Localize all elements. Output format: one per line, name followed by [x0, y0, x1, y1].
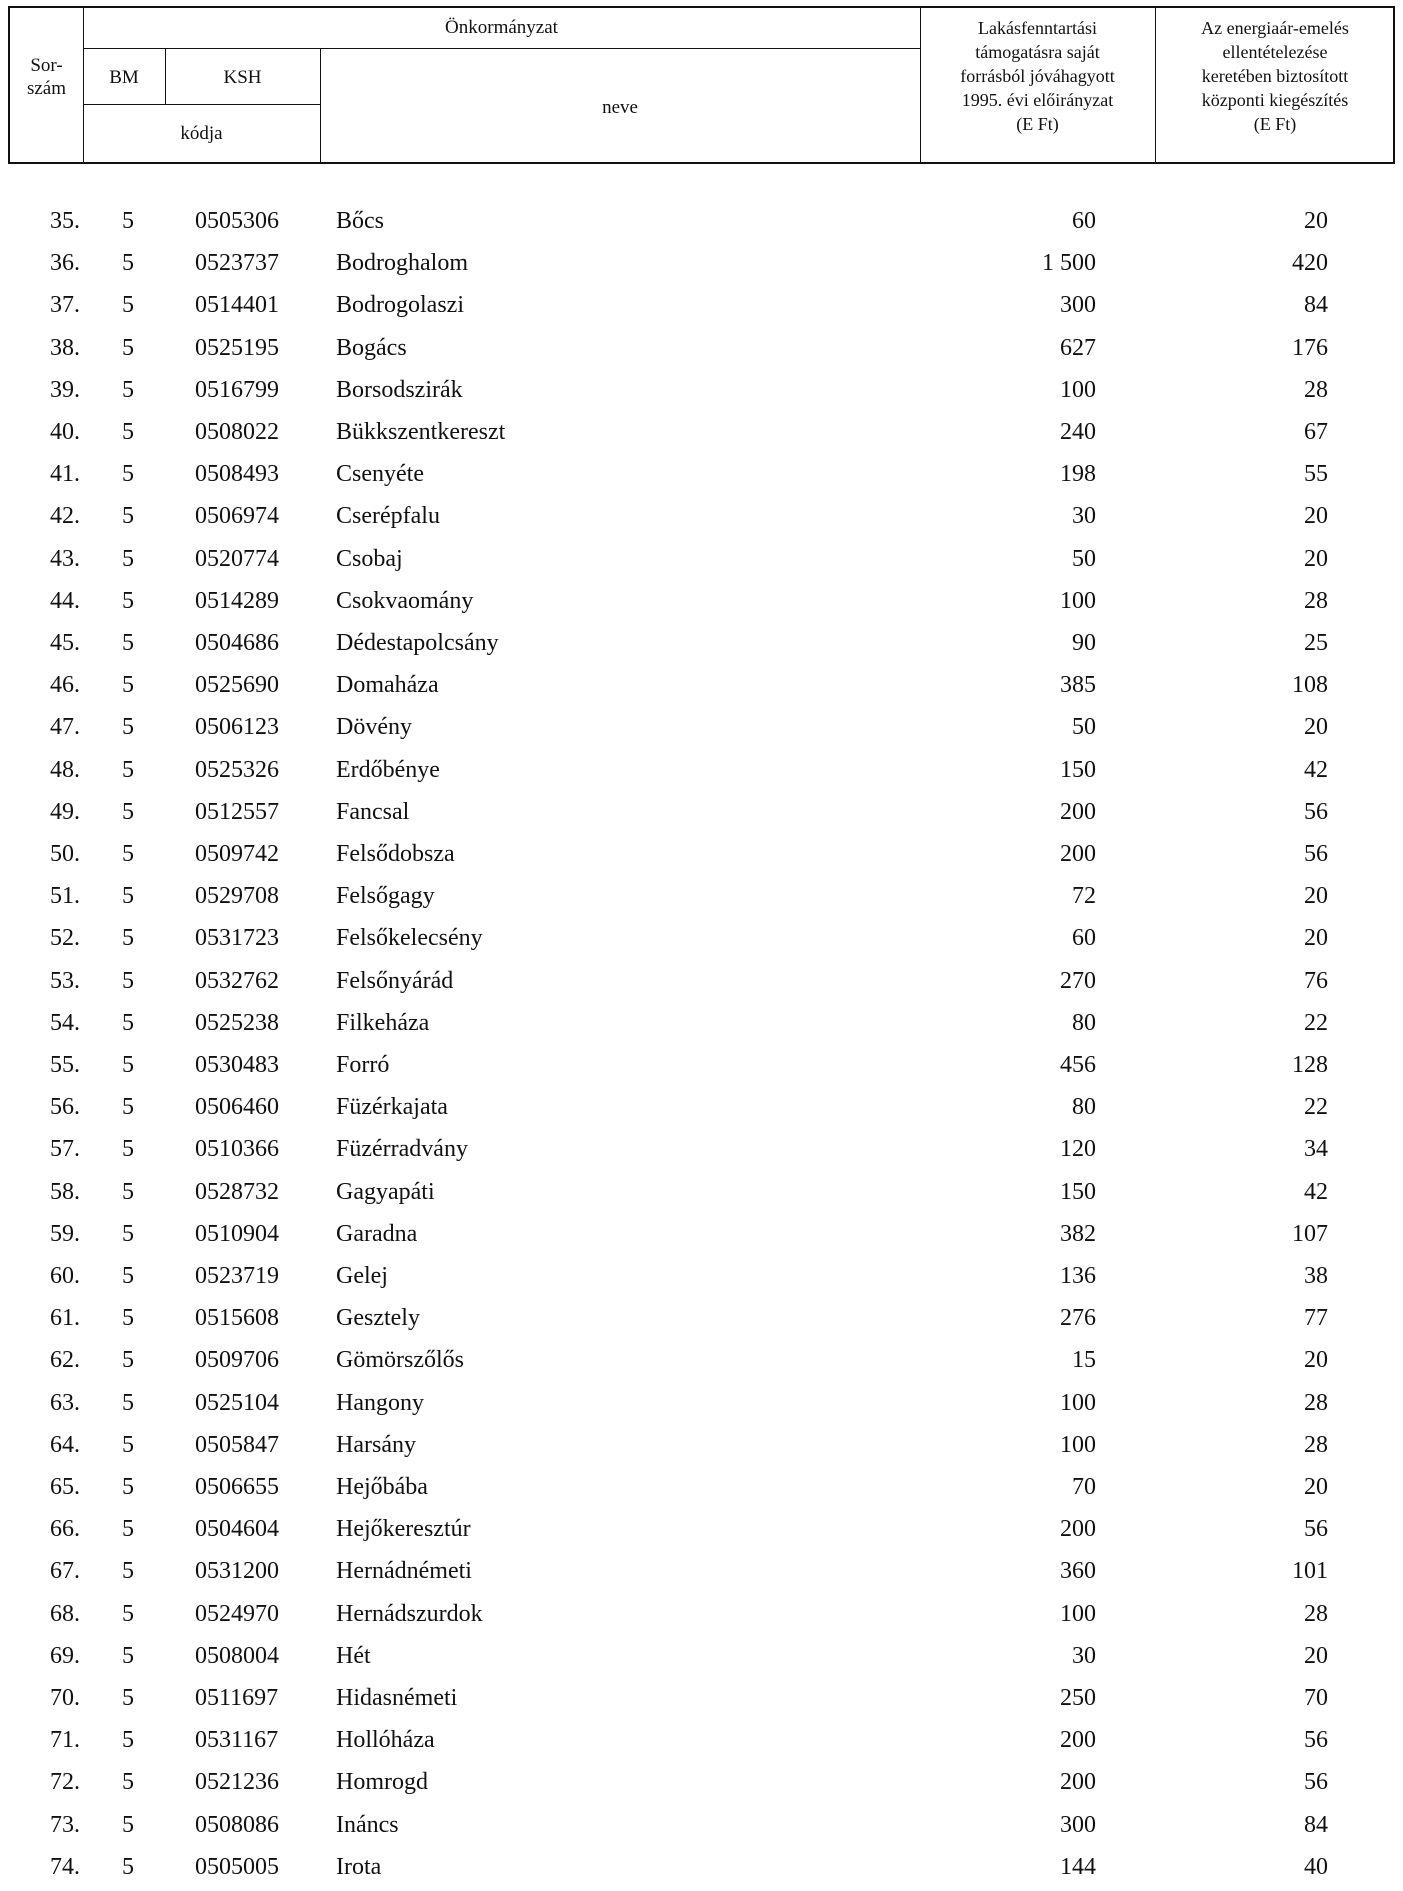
ksh-code: 0510904 [195, 1220, 279, 1247]
bm-code: 5 [122, 545, 134, 572]
energy-supplement-value: 20 [1304, 545, 1328, 572]
header-lakas: Lakásfenntartási támogatásra saját forrásból jóváhagyott 1995. évi előirányzat (E Ft) [960, 18, 1115, 134]
row-number: 69. [50, 1642, 80, 1669]
row-number: 59. [50, 1220, 80, 1247]
table-row [0, 1255, 1403, 1297]
header-sorszam: Sor- szám [26, 55, 67, 99]
row-number: 35. [50, 208, 80, 234]
table-row [0, 706, 1403, 748]
table-row [0, 749, 1403, 791]
energy-supplement-value: 42 [1304, 1178, 1328, 1205]
energy-supplement-value: 67 [1304, 419, 1328, 445]
table-row [0, 1128, 1403, 1170]
table-row [0, 369, 1403, 411]
row-number: 66. [50, 1516, 80, 1543]
ksh-code: 0532762 [195, 967, 279, 994]
bm-code: 5 [122, 587, 134, 614]
housing-fund-value: 60 [1072, 925, 1096, 952]
housing-fund-value: 144 [1060, 1853, 1096, 1880]
bm-code: 5 [122, 630, 134, 656]
municipality-name: Bodrogolaszi [336, 292, 464, 319]
energy-supplement-value: 84 [1304, 292, 1328, 319]
energy-supplement-value: 55 [1304, 461, 1328, 488]
municipality-name: Hejőkeresztúr [336, 1516, 471, 1543]
municipality-name: Gömörszőlős [336, 1347, 464, 1374]
municipality-name: Hernádnémeti [336, 1558, 472, 1585]
divider [83, 48, 920, 49]
housing-fund-value: 136 [1060, 1263, 1096, 1289]
table-row [0, 284, 1403, 326]
header-bm: BM [109, 67, 139, 88]
row-number: 55. [50, 1052, 80, 1078]
table-row [0, 580, 1403, 622]
table-row [0, 1044, 1403, 1086]
ksh-code: 0506655 [195, 1474, 279, 1500]
energy-supplement-value: 28 [1304, 1600, 1328, 1627]
row-number: 71. [50, 1727, 80, 1754]
housing-fund-value: 198 [1060, 461, 1096, 488]
bm-code: 5 [122, 1052, 134, 1078]
ksh-code: 0531723 [195, 925, 279, 952]
row-number: 56. [50, 1094, 80, 1121]
row-number: 63. [50, 1389, 80, 1416]
housing-fund-value: 276 [1060, 1305, 1096, 1332]
municipality-name: Füzérkajata [336, 1094, 448, 1121]
header-energia: Az energiaár-emelés ellentételezése keretében biztosított központi kiegészítés (E Ft) [1201, 18, 1349, 134]
bm-code: 5 [122, 208, 134, 234]
housing-fund-value: 456 [1060, 1052, 1096, 1078]
housing-fund-value: 250 [1060, 1685, 1096, 1711]
housing-fund-value: 382 [1060, 1220, 1096, 1247]
housing-fund-value: 100 [1060, 1431, 1096, 1458]
header-ksh: KSH [223, 67, 262, 88]
housing-fund-value: 385 [1060, 672, 1096, 699]
table-row [0, 1086, 1403, 1128]
energy-supplement-value: 34 [1304, 1136, 1328, 1163]
row-number: 72. [50, 1769, 80, 1796]
table-row [0, 1719, 1403, 1761]
bm-code: 5 [122, 883, 134, 910]
row-number: 68. [50, 1600, 80, 1627]
municipality-name: Dédestapolcsány [336, 630, 499, 656]
housing-fund-value: 120 [1060, 1136, 1096, 1163]
bm-code: 5 [122, 1305, 134, 1332]
housing-fund-value: 80 [1072, 1009, 1096, 1036]
table-row [0, 1593, 1403, 1635]
municipality-name: Erdőbénye [336, 756, 440, 783]
municipality-name: Hidasnémeti [336, 1685, 458, 1711]
bm-code: 5 [122, 1516, 134, 1543]
row-number: 74. [50, 1853, 80, 1880]
housing-fund-value: 300 [1060, 1811, 1096, 1838]
header-kodja: kódja [180, 123, 223, 144]
row-number: 64. [50, 1431, 80, 1458]
housing-fund-value: 72 [1072, 883, 1096, 910]
table-row [0, 1466, 1403, 1508]
table-row [0, 538, 1403, 580]
municipality-name: Gesztely [336, 1305, 420, 1332]
municipality-name: Irota [336, 1853, 382, 1880]
row-number: 50. [50, 841, 80, 867]
row-number: 43. [50, 545, 80, 572]
energy-supplement-value: 28 [1304, 1431, 1328, 1458]
municipality-name: Felsőnyárád [336, 967, 454, 994]
ksh-code: 0509706 [195, 1347, 279, 1374]
ksh-code: 0511697 [195, 1685, 279, 1711]
energy-supplement-value: 42 [1304, 756, 1328, 783]
table-row [0, 875, 1403, 917]
row-number: 48. [50, 756, 80, 783]
energy-supplement-value: 38 [1304, 1263, 1328, 1289]
ksh-code: 0510366 [195, 1136, 279, 1163]
bm-code: 5 [122, 1853, 134, 1880]
row-number: 65. [50, 1474, 80, 1500]
bm-code: 5 [122, 714, 134, 741]
energy-supplement-value: 84 [1304, 1811, 1328, 1838]
energy-supplement-value: 176 [1292, 334, 1328, 361]
housing-fund-value: 200 [1060, 841, 1096, 867]
ksh-code: 0508493 [195, 461, 279, 488]
energy-supplement-value: 56 [1304, 1769, 1328, 1796]
row-number: 52. [50, 925, 80, 952]
energy-supplement-value: 40 [1304, 1853, 1328, 1880]
municipality-name: Csobaj [336, 545, 403, 572]
energy-supplement-value: 56 [1304, 841, 1328, 867]
bm-code: 5 [122, 1136, 134, 1163]
energy-supplement-value: 128 [1292, 1052, 1328, 1078]
ksh-code: 0523737 [195, 250, 279, 277]
table-row [0, 1846, 1403, 1888]
ksh-code: 0529708 [195, 883, 279, 910]
ksh-code: 0505306 [195, 208, 279, 234]
ksh-code: 0521236 [195, 1769, 279, 1796]
municipality-name: Domaháza [336, 672, 439, 699]
table-row [0, 1424, 1403, 1466]
table-row [0, 1213, 1403, 1255]
municipality-name: Hollóháza [336, 1727, 435, 1754]
energy-supplement-value: 108 [1292, 672, 1328, 699]
bm-code: 5 [122, 841, 134, 867]
municipality-name: Hejőbába [336, 1474, 428, 1500]
energy-supplement-value: 56 [1304, 1727, 1328, 1754]
table-header [8, 6, 1395, 164]
header-onkormanyzat: Önkormányzat [445, 17, 558, 38]
bm-code: 5 [122, 1431, 134, 1458]
municipality-name: Fancsal [336, 798, 410, 825]
table-row [0, 1508, 1403, 1550]
row-number: 44. [50, 587, 80, 614]
energy-supplement-value: 20 [1304, 883, 1328, 910]
row-number: 49. [50, 798, 80, 825]
housing-fund-value: 100 [1060, 1600, 1096, 1627]
bm-code: 5 [122, 798, 134, 825]
housing-fund-value: 30 [1072, 1642, 1096, 1669]
municipality-name: Hangony [336, 1389, 424, 1416]
energy-supplement-value: 20 [1304, 503, 1328, 530]
energy-supplement-value: 20 [1304, 714, 1328, 741]
ksh-code: 0516799 [195, 376, 279, 403]
municipality-name: Bükkszentkereszt [336, 419, 506, 445]
energy-supplement-value: 20 [1304, 925, 1328, 952]
row-number: 53. [50, 967, 80, 994]
ksh-code: 0528732 [195, 1178, 279, 1205]
divider [83, 104, 320, 105]
table-row [0, 453, 1403, 495]
table-row [0, 1635, 1403, 1677]
table-row [0, 411, 1403, 453]
row-number: 60. [50, 1263, 80, 1289]
housing-fund-value: 30 [1072, 503, 1096, 530]
row-number: 40. [50, 419, 80, 445]
ksh-code: 0505847 [195, 1431, 279, 1458]
ksh-code: 0525104 [195, 1389, 279, 1416]
housing-fund-value: 50 [1072, 545, 1096, 572]
bm-code: 5 [122, 334, 134, 361]
housing-fund-value: 200 [1060, 798, 1096, 825]
housing-fund-value: 100 [1060, 376, 1096, 403]
bm-code: 5 [122, 1558, 134, 1585]
housing-fund-value: 150 [1060, 756, 1096, 783]
bm-code: 5 [122, 1094, 134, 1121]
table-row [0, 327, 1403, 369]
housing-fund-value: 627 [1060, 334, 1096, 361]
ksh-code: 0524970 [195, 1600, 279, 1627]
municipality-name: Homrogd [336, 1769, 428, 1796]
row-number: 67. [50, 1558, 80, 1585]
housing-fund-value: 270 [1060, 967, 1096, 994]
municipality-name: Hernádszurdok [336, 1600, 483, 1627]
municipality-name: Csokvaomány [336, 587, 474, 614]
ksh-code: 0514289 [195, 587, 279, 614]
housing-fund-value: 15 [1072, 1347, 1096, 1374]
energy-supplement-value: 20 [1304, 1474, 1328, 1500]
housing-fund-value: 60 [1072, 208, 1096, 234]
bm-code: 5 [122, 503, 134, 530]
energy-supplement-value: 28 [1304, 376, 1328, 403]
housing-fund-value: 360 [1060, 1558, 1096, 1585]
municipality-name: Cserépfalu [336, 503, 440, 530]
energy-supplement-value: 56 [1304, 798, 1328, 825]
municipality-name: Bogács [336, 334, 407, 361]
table-row [0, 1382, 1403, 1424]
ksh-code: 0509742 [195, 841, 279, 867]
table-row [0, 1550, 1403, 1592]
table-row [0, 833, 1403, 875]
table-row [0, 622, 1403, 664]
ksh-code: 0514401 [195, 292, 279, 319]
energy-supplement-value: 56 [1304, 1516, 1328, 1543]
ksh-code: 0525690 [195, 672, 279, 699]
energy-supplement-value: 70 [1304, 1685, 1328, 1711]
municipality-name: Felsődobsza [336, 841, 455, 867]
municipality-name: Csenyéte [336, 461, 424, 488]
bm-code: 5 [122, 376, 134, 403]
table-row [0, 1002, 1403, 1044]
table-row [0, 1171, 1403, 1213]
ksh-code: 0505005 [195, 1853, 279, 1880]
municipality-name: Dövény [336, 714, 412, 741]
table-row [0, 960, 1403, 1002]
ksh-code: 0531200 [195, 1558, 279, 1585]
housing-fund-value: 100 [1060, 587, 1096, 614]
housing-fund-value: 200 [1060, 1769, 1096, 1796]
row-number: 47. [50, 714, 80, 741]
housing-fund-value: 100 [1060, 1389, 1096, 1416]
energy-supplement-value: 76 [1304, 967, 1328, 994]
municipality-name: Garadna [336, 1220, 418, 1247]
bm-code: 5 [122, 461, 134, 488]
municipality-name: Bőcs [336, 208, 384, 234]
housing-fund-value: 80 [1072, 1094, 1096, 1121]
bm-code: 5 [122, 1474, 134, 1500]
housing-fund-value: 200 [1060, 1727, 1096, 1754]
ksh-code: 0512557 [195, 798, 279, 825]
housing-fund-value: 150 [1060, 1178, 1096, 1205]
ksh-code: 0504686 [195, 630, 279, 656]
municipality-name: Felsőkelecsény [336, 925, 483, 952]
bm-code: 5 [122, 967, 134, 994]
energy-supplement-value: 77 [1304, 1305, 1328, 1332]
table-row [0, 664, 1403, 706]
municipality-name: Ináncs [336, 1811, 399, 1838]
table-row [0, 200, 1403, 242]
municipality-name: Forró [336, 1052, 390, 1078]
bm-code: 5 [122, 1263, 134, 1289]
ksh-code: 0508004 [195, 1642, 279, 1669]
row-number: 38. [50, 334, 80, 361]
row-number: 58. [50, 1178, 80, 1205]
row-number: 70. [50, 1685, 80, 1711]
ksh-code: 0504604 [195, 1516, 279, 1543]
energy-supplement-value: 20 [1304, 1347, 1328, 1374]
bm-code: 5 [122, 1685, 134, 1711]
ksh-code: 0506123 [195, 714, 279, 741]
bm-code: 5 [122, 250, 134, 277]
energy-supplement-value: 20 [1304, 208, 1328, 234]
ksh-code: 0525326 [195, 756, 279, 783]
bm-code: 5 [122, 925, 134, 952]
bm-code: 5 [122, 1347, 134, 1374]
bm-code: 5 [122, 292, 134, 319]
energy-supplement-value: 20 [1304, 1642, 1328, 1669]
bm-code: 5 [122, 1727, 134, 1754]
table-row [0, 242, 1403, 284]
housing-fund-value: 240 [1060, 419, 1096, 445]
bm-code: 5 [122, 1811, 134, 1838]
energy-supplement-value: 25 [1304, 630, 1328, 656]
bm-code: 5 [122, 756, 134, 783]
table-row [0, 495, 1403, 537]
housing-fund-value: 90 [1072, 630, 1096, 656]
energy-supplement-value: 28 [1304, 587, 1328, 614]
table-row [0, 1339, 1403, 1381]
municipality-name: Bodroghalom [336, 250, 468, 277]
bm-code: 5 [122, 419, 134, 445]
housing-fund-value: 300 [1060, 292, 1096, 319]
bm-code: 5 [122, 1642, 134, 1669]
row-number: 45. [50, 630, 80, 656]
housing-fund-value: 50 [1072, 714, 1096, 741]
municipality-name: Borsodszirák [336, 376, 463, 403]
ksh-code: 0515608 [195, 1305, 279, 1332]
bm-code: 5 [122, 1220, 134, 1247]
table-row [0, 791, 1403, 833]
bm-code: 5 [122, 1009, 134, 1036]
row-number: 41. [50, 461, 80, 488]
ksh-code: 0530483 [195, 1052, 279, 1078]
housing-fund-value: 200 [1060, 1516, 1096, 1543]
ksh-code: 0525195 [195, 334, 279, 361]
table-row [0, 1297, 1403, 1339]
row-number: 51. [50, 883, 80, 910]
ksh-code: 0508022 [195, 419, 279, 445]
bm-code: 5 [122, 1389, 134, 1416]
ksh-code: 0525238 [195, 1009, 279, 1036]
row-number: 57. [50, 1136, 80, 1163]
ksh-code: 0508086 [195, 1811, 279, 1838]
municipality-name: Harsány [336, 1431, 416, 1458]
ksh-code: 0506460 [195, 1094, 279, 1121]
energy-supplement-value: 107 [1292, 1220, 1328, 1247]
energy-supplement-value: 22 [1304, 1094, 1328, 1121]
bm-code: 5 [122, 1600, 134, 1627]
row-number: 62. [50, 1347, 80, 1374]
ksh-code: 0523719 [195, 1263, 279, 1289]
table-row [0, 917, 1403, 959]
municipality-name: Gelej [336, 1263, 388, 1289]
row-number: 46. [50, 672, 80, 699]
energy-supplement-value: 420 [1292, 250, 1328, 277]
table-row [0, 1804, 1403, 1846]
row-number: 36. [50, 250, 80, 277]
row-number: 61. [50, 1305, 80, 1332]
header-neve: neve [602, 97, 638, 118]
energy-supplement-value: 28 [1304, 1389, 1328, 1416]
municipality-name: Filkeháza [336, 1009, 430, 1036]
table-row [0, 1677, 1403, 1719]
ksh-code: 0506974 [195, 503, 279, 530]
housing-fund-value: 1 500 [1042, 250, 1096, 277]
ksh-code: 0520774 [195, 545, 279, 572]
energy-supplement-value: 101 [1292, 1558, 1328, 1585]
row-number: 39. [50, 376, 80, 403]
table-row [0, 1761, 1403, 1803]
bm-code: 5 [122, 672, 134, 699]
municipality-name: Gagyapáti [336, 1178, 435, 1205]
municipality-name: Füzérradvány [336, 1136, 468, 1163]
row-number: 73. [50, 1811, 80, 1838]
ksh-code: 0531167 [195, 1727, 279, 1754]
energy-supplement-value: 22 [1304, 1009, 1328, 1036]
municipality-name: Hét [336, 1642, 371, 1669]
bm-code: 5 [122, 1769, 134, 1796]
row-number: 37. [50, 292, 80, 319]
row-number: 42. [50, 503, 80, 530]
bm-code: 5 [122, 1178, 134, 1205]
housing-fund-value: 70 [1072, 1474, 1096, 1500]
row-number: 54. [50, 1009, 80, 1036]
municipality-name: Felsőgagy [336, 883, 435, 910]
